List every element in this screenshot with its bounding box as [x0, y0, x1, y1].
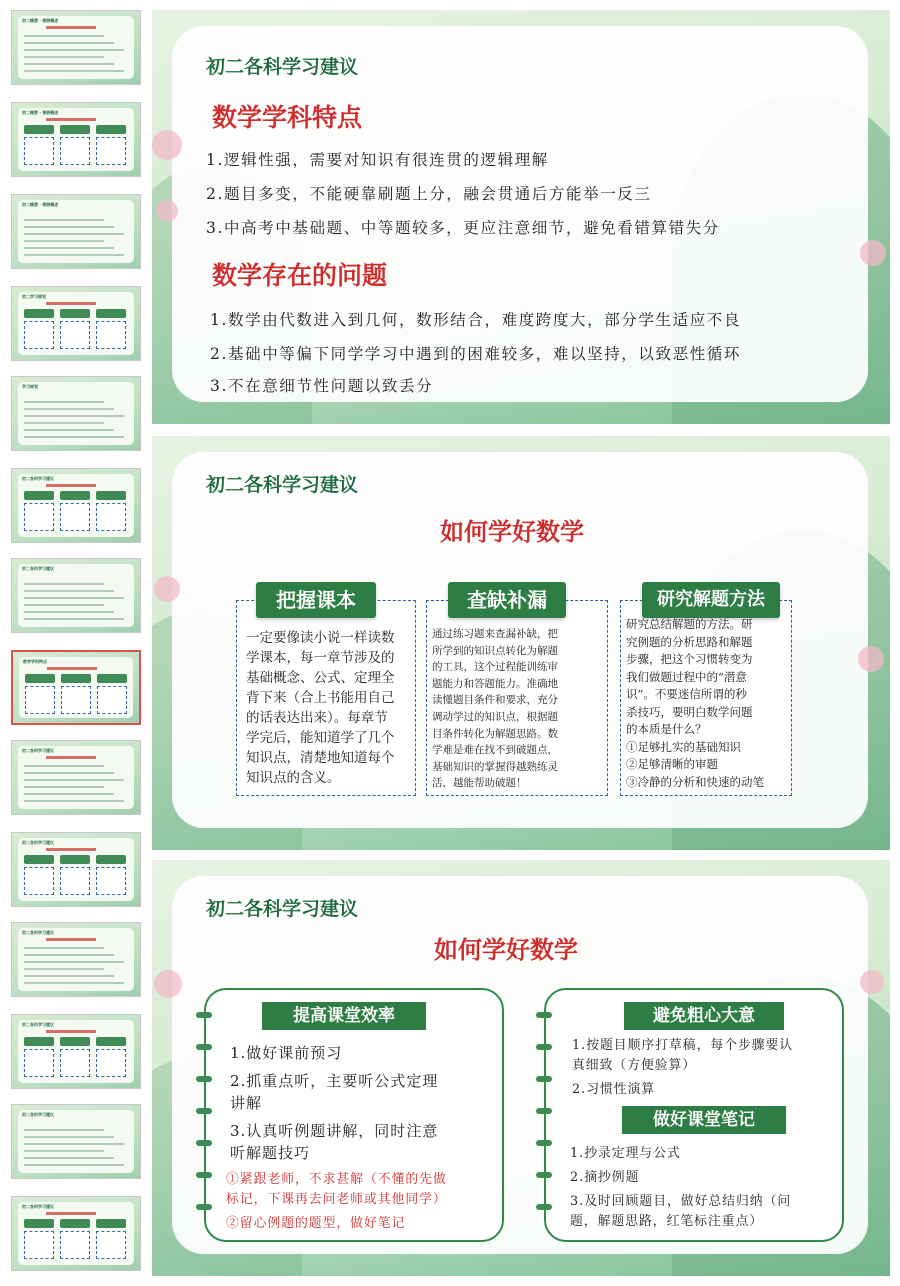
thumbnail-title: 数学学科特点	[23, 659, 47, 664]
text-line: 讲解	[230, 1094, 263, 1112]
text-line: 听解题技巧	[230, 1144, 311, 1162]
thumbnail-title: 初二各科学习建议	[22, 1204, 54, 1209]
column-text-line: 知识点，清楚地知道每个	[246, 750, 395, 766]
column-text-line: 读懂题目条件和要求，充分	[432, 694, 558, 707]
column-header: 研究解题方法	[642, 582, 780, 618]
thumbnail-title: 初二概要 · 寒假概述	[22, 18, 59, 23]
thumbnail-title: 初二各科学习建议	[22, 748, 54, 753]
column-text-line: 的工具，这个过程能训练审	[432, 661, 558, 674]
slide-thumbnail[interactable]	[11, 10, 141, 85]
text-line: 1.逻辑性强，需要对知识有很连贯的逻辑理解	[206, 151, 549, 169]
column-text-line: 基础知识的掌握得越熟练灵	[432, 760, 558, 773]
thumbnail-title: 初二各科学习建议	[22, 840, 54, 845]
text-line: 2.基础中等偏下同学学习中遇到的困难较多，难以坚持，以致恶性循环	[210, 345, 741, 363]
column-text-line: 一定要像读小说一样读数	[246, 630, 395, 646]
section-heading: 如何学好数学	[440, 517, 584, 546]
column-text-line: 通过练习题来查漏补缺，把	[432, 628, 558, 640]
column-text-line: 目条件转化为解题思路。数	[432, 727, 558, 740]
thumbnail-title: 初二各科学习建议	[22, 476, 54, 481]
thumbnail-title: 初二概要 · 寒假概述	[22, 202, 59, 207]
column-text-line: 的本质是什么？	[626, 722, 707, 736]
slide-thumbnail[interactable]	[11, 1104, 141, 1179]
slide-thumbnail[interactable]	[11, 1196, 141, 1271]
column-text-line: 所学到的知识点转化为解题	[432, 644, 558, 657]
slide-2	[152, 436, 890, 850]
thumbnail-title: 初二学习规划	[22, 294, 46, 299]
slide-title: 初二各科学习建议	[206, 474, 359, 496]
text-line: 2.抓重点听，主要听公式定理	[230, 1072, 439, 1090]
slide-thumbnail[interactable]	[11, 194, 141, 269]
thumbnail-title: 初二各科学习建议	[22, 566, 54, 571]
notebook-header: 避免粗心大意	[624, 1002, 784, 1030]
column-text-line: 的话表达出来）。每章节	[246, 710, 388, 726]
thumbnail-title: 初二概要 · 寒假概述	[22, 110, 59, 115]
slide-thumbnail[interactable]	[11, 922, 141, 997]
slide-title: 初二各科学习建议	[206, 898, 359, 920]
column-text-line: 学难是难在找不到破题点，	[432, 744, 558, 757]
thumbnail-title: 初二各科学习建议	[22, 930, 54, 935]
section-heading: 数学存在的问题	[212, 261, 388, 290]
column-text-line: ③冷静的分析和快速的动笔	[626, 774, 764, 789]
text-line: 题，解题思路，红笔标注重点）	[570, 1214, 764, 1229]
slide-thumbnail[interactable]	[11, 558, 141, 633]
text-line: 3.中高考中基础题、中等题较多，更应注意细节，避免看错算错失分	[206, 219, 720, 237]
slide-thumbnail-panel[interactable]	[0, 0, 146, 1286]
slide-3	[152, 860, 890, 1276]
column-text-line: 学完后，能知道学了几个	[246, 730, 395, 746]
text-line: 1.按题目顺序打草稿，每个步骤要认	[572, 1038, 794, 1053]
column-text-line: 知识点的含义。	[246, 770, 341, 786]
column-text-line: 活，越能帮助破题！	[432, 777, 527, 790]
slide-thumbnail[interactable]	[11, 102, 141, 177]
column-text-line: 题能力和答题能力。准确地	[432, 677, 558, 690]
column-text-line: 调动学过的知识点，根据题	[432, 710, 558, 723]
slide-thumbnail[interactable]	[11, 1014, 141, 1089]
thumbnail-title: 初二各科学习建议	[22, 1112, 54, 1117]
text-line: 2.习惯性演算	[572, 1082, 656, 1097]
column-text-line: 研究总结解题的方法。研	[626, 617, 753, 631]
column-text	[246, 628, 395, 788]
text-line: 2.题目多变，不能硬靠刷题上分，融会贯通后方能举一反三	[206, 185, 652, 203]
column-text	[626, 616, 764, 791]
column-text-line: ②足够清晰的审题	[626, 757, 718, 771]
notebook-header: 做好课堂笔记	[622, 1106, 786, 1134]
section-heading: 如何学好数学	[434, 935, 578, 964]
text-line: 3.认真听例题讲解，同时注意	[230, 1122, 439, 1140]
slide-thumbnail[interactable]	[11, 286, 141, 361]
slide-thumbnail[interactable]	[11, 650, 141, 725]
slide-thumbnail[interactable]	[11, 832, 141, 907]
red-text-line: 标记，下课再去问老师或其他同学）	[226, 1192, 447, 1207]
slide-thumbnail[interactable]	[11, 376, 141, 451]
section-heading: 数学学科特点	[212, 103, 363, 132]
text-line: 3.不在意细节性问题以致丢分	[210, 377, 434, 395]
column-header: 查缺补漏	[448, 582, 566, 618]
slide-thumbnail[interactable]	[11, 468, 141, 543]
text-line: 2.摘抄例题	[570, 1170, 640, 1185]
slide-title: 初二各科学习建议	[206, 56, 359, 78]
column-text-line: 基础概念、公式、定理全	[246, 670, 395, 686]
red-text-line: ②留心例题的题型，做好笔记	[226, 1216, 406, 1231]
column-text-line: ①足够扎实的基础知识	[626, 739, 741, 754]
text-line: 1.做好课前预习	[230, 1044, 343, 1062]
text-line: 1.抄录定理与公式	[570, 1146, 681, 1161]
column-text-line: 我们做题过程中的“潜意	[626, 669, 747, 684]
column-text-line: 步骤，把这个习惯转变为	[626, 652, 753, 666]
column-text-line: 究例题的分析思路和解题	[626, 634, 753, 649]
column-text	[432, 626, 558, 792]
column-text-line: 背下来（合上书能用自己	[246, 690, 395, 706]
column-text-line: 杀技巧，要明白数学问题	[626, 704, 753, 719]
thumbnail-title: 初二各科学习建议	[22, 1022, 54, 1027]
slide-thumbnail[interactable]	[11, 740, 141, 815]
red-text-line: ①紧跟老师，不求甚解（不懂的先做	[226, 1172, 447, 1187]
slide-1	[152, 10, 890, 424]
column-text-line: 学课本，每一章节涉及的	[246, 650, 395, 666]
text-line: 3.及时回顾题目，做好总结归纳（问	[570, 1194, 792, 1209]
column-header: 把握课本	[256, 582, 376, 618]
text-line: 真细致（方便验算）	[572, 1058, 697, 1073]
column-text-line: 识”。不要迷信所谓的秒	[626, 687, 747, 701]
thumbnail-title: 学习规划	[22, 384, 38, 389]
notebook-header: 提高课堂效率	[262, 1002, 426, 1030]
text-line: 1.数学由代数进入到几何，数形结合，难度跨度大，部分学生适应不良	[210, 311, 741, 329]
